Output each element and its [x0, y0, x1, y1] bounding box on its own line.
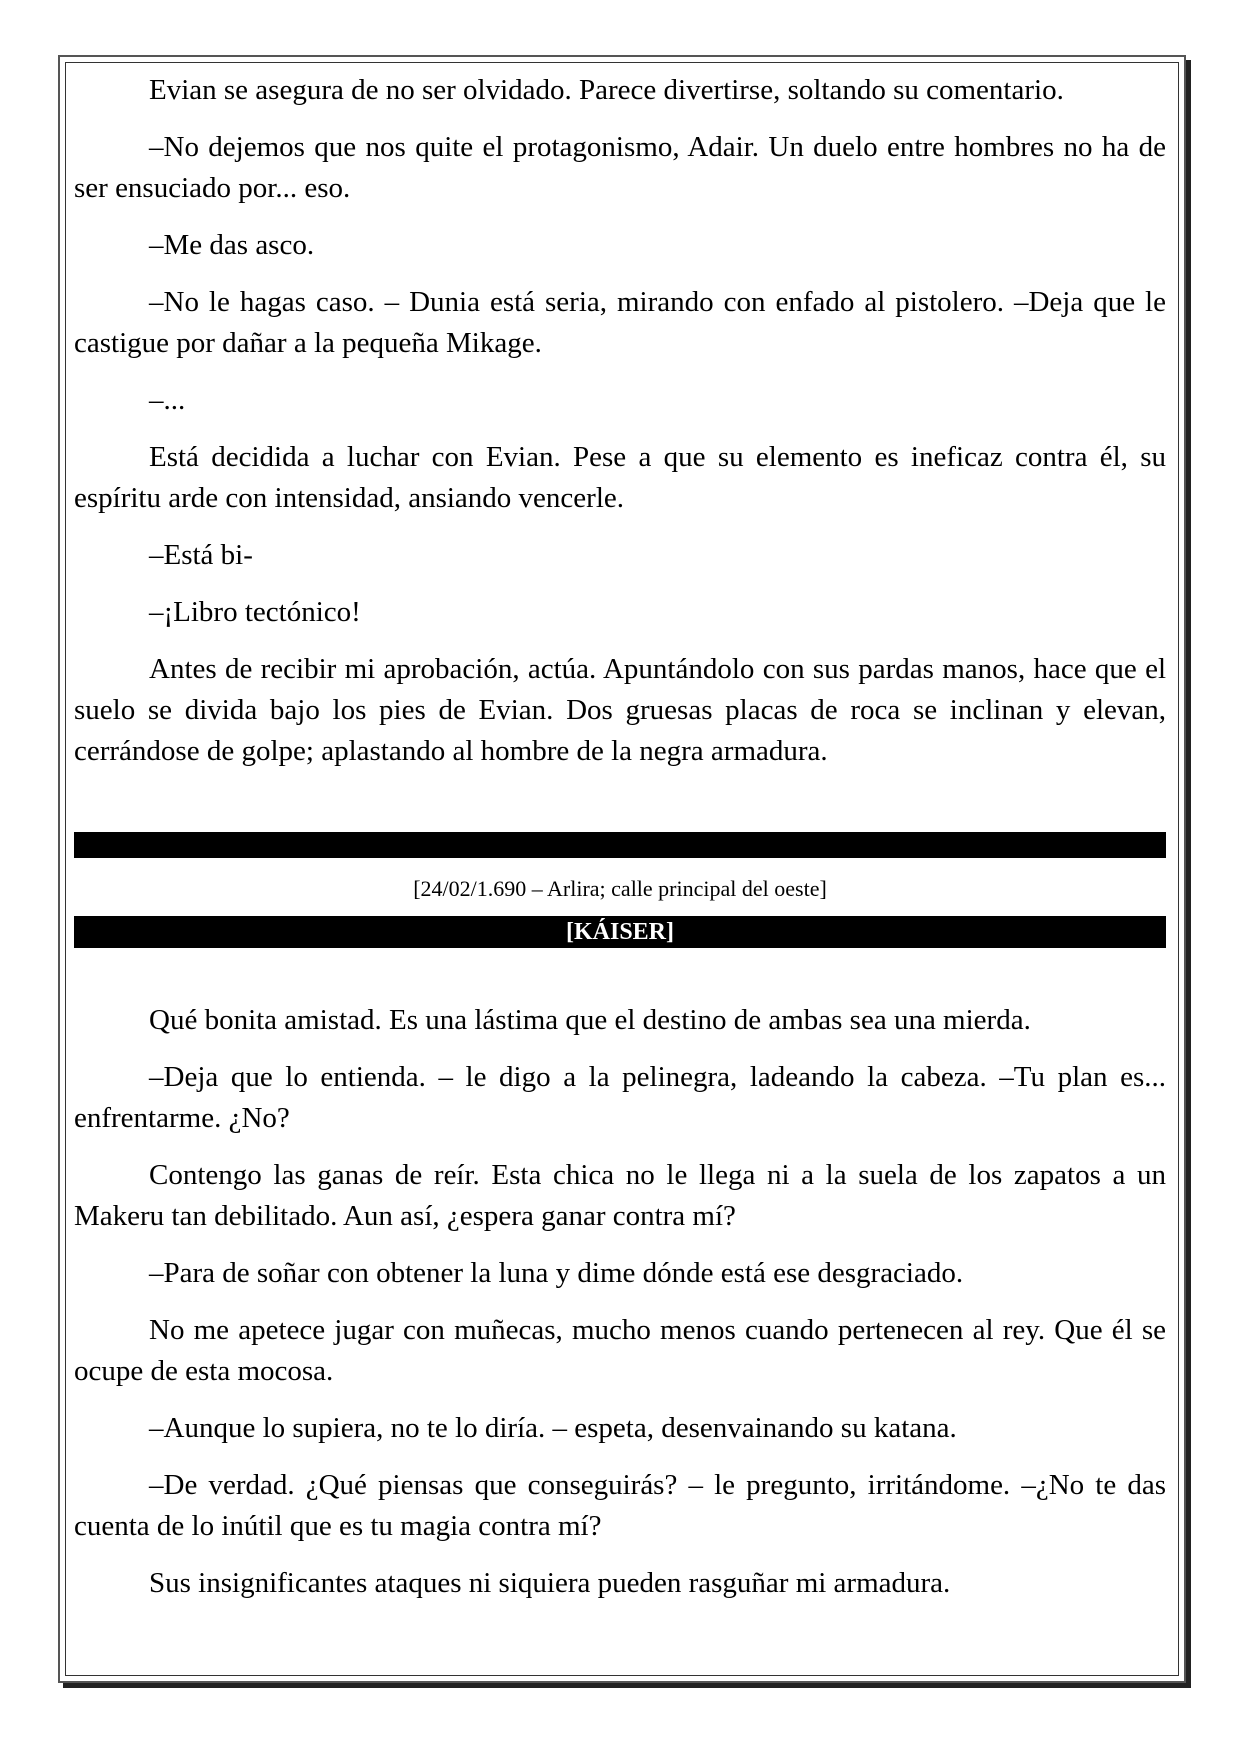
paragraph: –Deja que lo entienda. – le digo a la pelinegra, ladeando la cabeza. –Tu plan es... enfrentarme. ¿No? [74, 1061, 1166, 1134]
paragraph: No me apetece jugar con muñecas, mucho menos cuando pertenecen al rey. Que él se ocupe de esta mocosa. [74, 1314, 1166, 1387]
paragraph: –Me das asco. [149, 229, 315, 261]
paragraph: –... [149, 384, 186, 416]
paragraph: –Está bi- [149, 539, 253, 571]
section-divider-bar [74, 832, 1166, 858]
paragraph: –Para de soñar con obtener la luna y dime dónde está ese desgraciado. [149, 1257, 964, 1289]
page-content [74, 70, 1166, 1620]
paragraph: Está decidida a luchar con Evian. Pese a que su elemento es ineficaz contra él, su espíritu arde con intensidad, ansiando vencerle. [74, 441, 1166, 514]
paragraph: –De verdad. ¿Qué piensas que conseguirás? – le pregunto, irritándome. –¿No te das cuenta de lo inútil que es tu magia contra mí? [74, 1469, 1166, 1542]
paragraph: –No le hagas caso. – Dunia está seria, mirando con enfado al pistolero. –Deja que le castigue por dañar a la pequeña Mikage. [74, 286, 1166, 359]
paragraph: Sus insignificantes ataques ni siquiera pueden rasguñar mi armadura. [149, 1567, 951, 1599]
paragraph: –¡Libro tectónico! [149, 596, 361, 628]
paragraph: –Aunque lo supiera, no te lo diría. – espeta, desenvainando su katana. [149, 1412, 957, 1444]
paragraph: Antes de recibir mi aprobación, actúa. Apuntándolo con sus pardas manos, hace que el suelo se divida bajo los pies de Evian. Dos gruesas placas de roca se inclinan y elevan, cerrándose de golpe; aplastando al hombre de la negra armadura. [74, 653, 1166, 767]
paragraph: –No dejemos que nos quite el protagonismo, Adair. Un duelo entre hombres no ha de ser ensuciado por... eso. [74, 131, 1166, 204]
paragraph: Qué bonita amistad. Es una lástima que el destino de ambas sea una mierda. [149, 1004, 1031, 1036]
scene-location-header: [24/02/1.690 – Arlira; calle principal del oeste] [413, 876, 827, 901]
pov-character-title: [KÁISER] [74, 916, 1166, 948]
paragraph: Evian se asegura de no ser olvidado. Parece divertirse, soltando su comentario. [149, 74, 1064, 106]
paragraph: Contengo las ganas de reír. Esta chica no le llega ni a la suela de los zapatos a un Makeru tan debilitado. Aun así, ¿espera ganar contra mí? [74, 1159, 1166, 1232]
